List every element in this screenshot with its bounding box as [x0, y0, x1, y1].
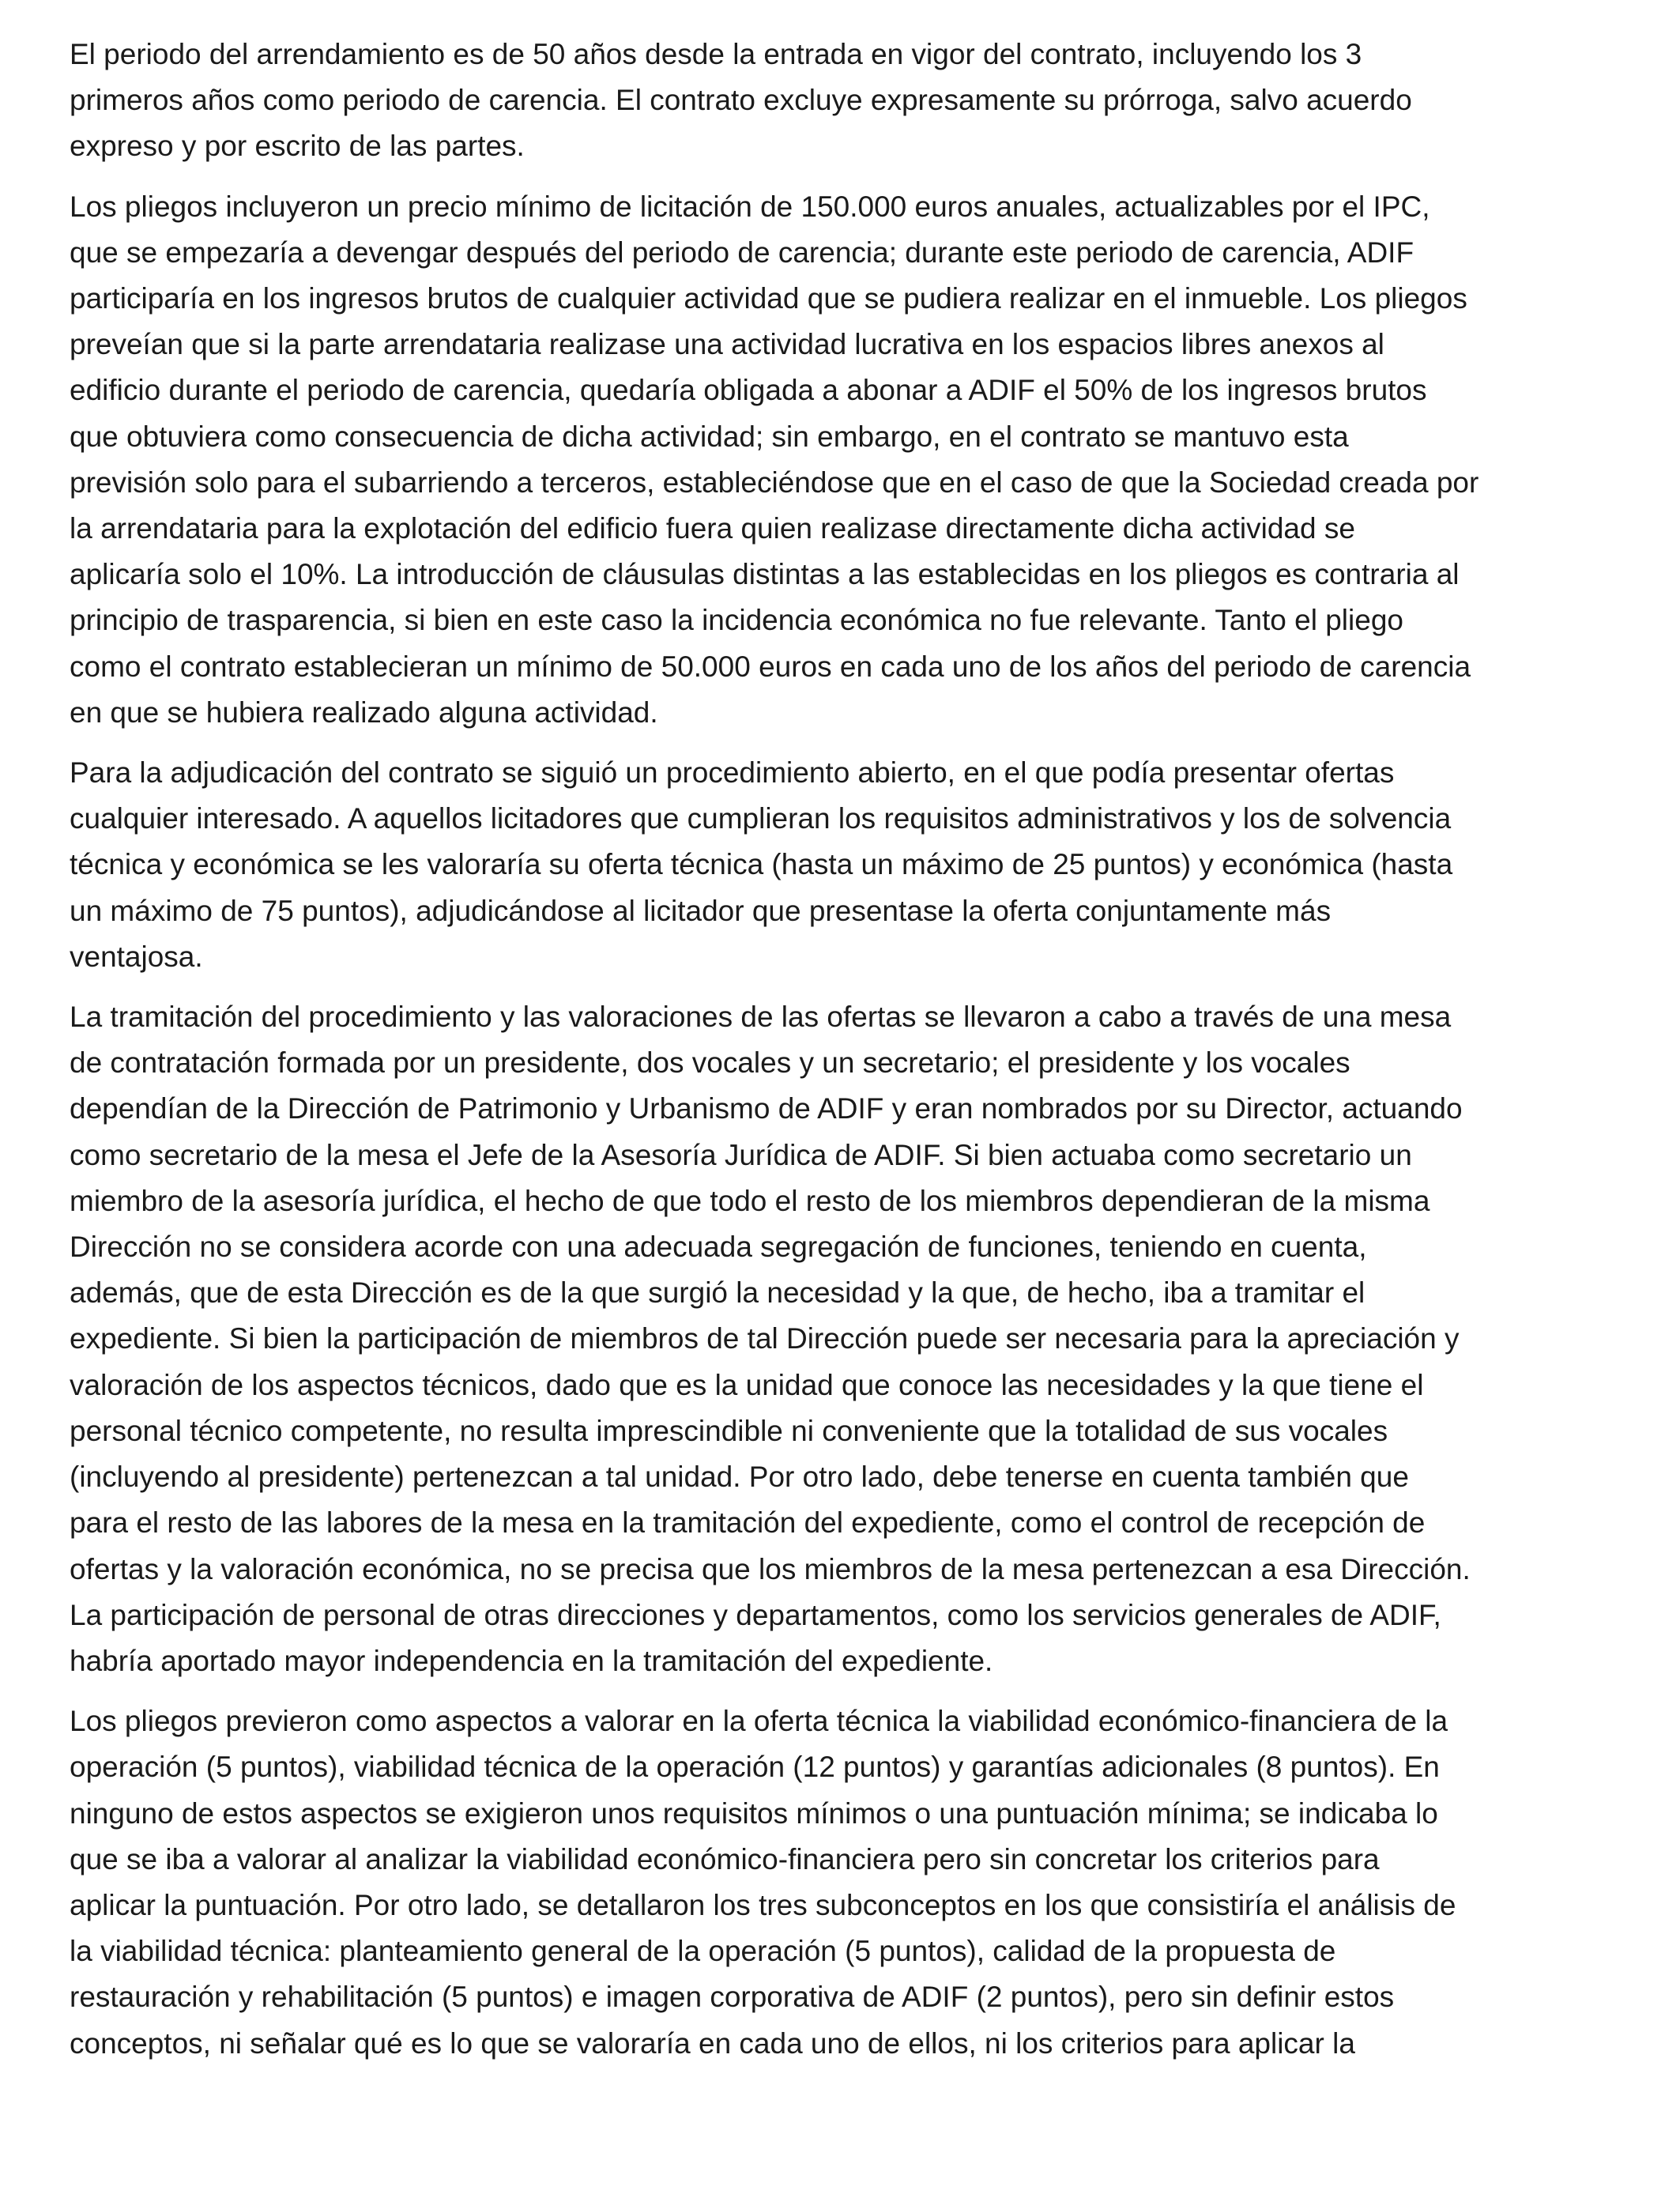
text-line: La participación de personal de otras direcciones y departamentos, como los servicios generales de ADIF,	[70, 1598, 1441, 1631]
paragraph	[70, 184, 1618, 736]
text-line: principio de trasparencia, si bien en este caso la incidencia económica no fue relevante. Tanto el pliego	[70, 604, 1403, 637]
text-line: primeros años como periodo de carencia. El contrato excluye expresamente su prórroga, salvo acuerdo	[70, 84, 1412, 117]
text-line: para el resto de las labores de la mesa en la tramitación del expediente, como el control de recepción de	[70, 1506, 1426, 1540]
text-line: ninguno de estos aspectos se exigieron unos requisitos mínimos o una puntuación mínima; se indicaba lo	[70, 1796, 1438, 1830]
text-line: que obtuviera como consecuencia de dicha actividad; sin embargo, en el contrato se mantuvo esta	[70, 420, 1349, 453]
paragraph	[70, 1698, 1618, 2067]
text-line: Dirección no se considera acorde con una adecuada segregación de funciones, teniendo en cuenta,	[70, 1231, 1367, 1264]
text-line: restauración y rehabilitación (5 puntos) e imagen corporativa de ADIF (2 puntos), pero sin definir estos	[70, 1981, 1395, 2014]
text-line: como secretario de la mesa el Jefe de la Asesoría Jurídica de ADIF. Si bien actuaba como secretario un	[70, 1138, 1412, 1171]
paragraph	[70, 32, 1618, 170]
text-line: técnica y económica se les valoraría su oferta técnica (hasta un máximo de 25 puntos) y económica (hasta	[70, 848, 1453, 881]
paragraph	[70, 750, 1618, 980]
text-line: Los pliegos previeron como aspectos a valorar en la oferta técnica la viabilidad económico-financiera de la	[70, 1705, 1448, 1738]
text-line: expreso y por escrito de las partes.	[70, 130, 525, 163]
text-line: dependían de la Dirección de Patrimonio y Urbanismo de ADIF y eran nombrados por su Director, actuando	[70, 1092, 1463, 1125]
paragraph	[70, 994, 1618, 1684]
text-line: (incluyendo al presidente) pertenezcan a tal unidad. Por otro lado, debe tenerse en cuenta también que	[70, 1461, 1409, 1494]
text-line: expediente. Si bien la participación de miembros de tal Dirección puede ser necesaria para la apreciación y	[70, 1322, 1460, 1355]
text-line: cualquier interesado. A aquellos licitadores que cumplieran los requisitos administrativos y los de solvencia	[70, 802, 1452, 835]
text-line: conceptos, ni señalar qué es lo que se valoraría en cada uno de ellos, ni los criterios para aplicar la	[70, 2026, 1355, 2060]
text-line: de contratación formada por un presidente, dos vocales y un secretario; el presidente y los vocales	[70, 1046, 1350, 1080]
text-line: como el contrato establecieran un mínimo de 50.000 euros en cada uno de los años del periodo de carencia	[70, 650, 1471, 683]
text-line: ofertas y la valoración económica, no se precisa que los miembros de la mesa pertenezcan a esa Dirección.	[70, 1552, 1471, 1585]
text-line: previsión solo para el subarriendo a terceros, estableciéndose que en el caso de que la Sociedad creada por	[70, 466, 1479, 499]
text-line: Los pliegos incluyeron un precio mínimo de licitación de 150.000 euros anuales, actualizables por el IPC,	[70, 190, 1430, 223]
text-line: participaría en los ingresos brutos de cualquier actividad que se pudiera realizar en el inmueble. Los pliegos	[70, 282, 1467, 315]
text-line: Para la adjudicación del contrato se siguió un procedimiento abierto, en el que podía presentar ofertas	[70, 756, 1395, 790]
text-line: aplicar la puntuación. Por otro lado, se detallaron los tres subconceptos en los que consistiría el análisis de	[70, 1888, 1456, 1921]
text-line: habría aportado mayor independencia en la tramitación del expediente.	[70, 1644, 993, 1677]
text-line: que se iba a valorar al analizar la viabilidad económico-financiera pero sin concretar los criterios para	[70, 1842, 1380, 1875]
text-line: además, que de esta Dirección es de la que surgió la necesidad y la que, de hecho, iba a tramitar el	[70, 1276, 1365, 1310]
text-line: preveían que si la parte arrendataria realizase una actividad lucrativa en los espacios libres anexos al	[70, 328, 1384, 361]
text-line: operación (5 puntos), viabilidad técnica de la operación (12 puntos) y garantías adicionales (8 puntos). En	[70, 1751, 1440, 1784]
text-line: valoración de los aspectos técnicos, dado que es la unidad que conoce las necesidades y la que tiene el	[70, 1368, 1424, 1401]
text-line: la arrendataria para la explotación del edificio fuera quien realizase directamente dicha actividad se	[70, 512, 1355, 545]
text-line: ventajosa.	[70, 940, 203, 973]
text-line: edificio durante el periodo de carencia, quedaría obligada a abonar a ADIF el 50% de los ingresos brutos	[70, 374, 1427, 407]
text-line: personal técnico competente, no resulta imprescindible ni conveniente que la totalidad de sus vocales	[70, 1414, 1388, 1447]
text-line: La tramitación del procedimiento y las valoraciones de las ofertas se llevaron a cabo a través de una mesa	[70, 1001, 1452, 1034]
text-line: en que se hubiera realizado alguna actividad.	[70, 696, 658, 729]
text-line: un máximo de 75 puntos), adjudicándose al licitador que presentase la oferta conjuntamente más	[70, 894, 1332, 927]
text-line: aplicaría solo el 10%. La introducción de cláusulas distintas a las establecidas en los pliegos es contraria al	[70, 558, 1460, 591]
text-line: que se empezaría a devengar después del periodo de carencia; durante este periodo de carencia, ADIF	[70, 236, 1414, 269]
text-line: miembro de la asesoría jurídica, el hecho de que todo el resto de los miembros dependieran de la misma	[70, 1184, 1430, 1217]
text-line: El periodo del arrendamiento es de 50 años desde la entrada en vigor del contrato, incluyendo los 3	[70, 38, 1362, 70]
document-page	[70, 32, 1618, 2081]
text-line: la viabilidad técnica: planteamiento general de la operación (5 puntos), calidad de la propuesta de	[70, 1935, 1336, 1968]
